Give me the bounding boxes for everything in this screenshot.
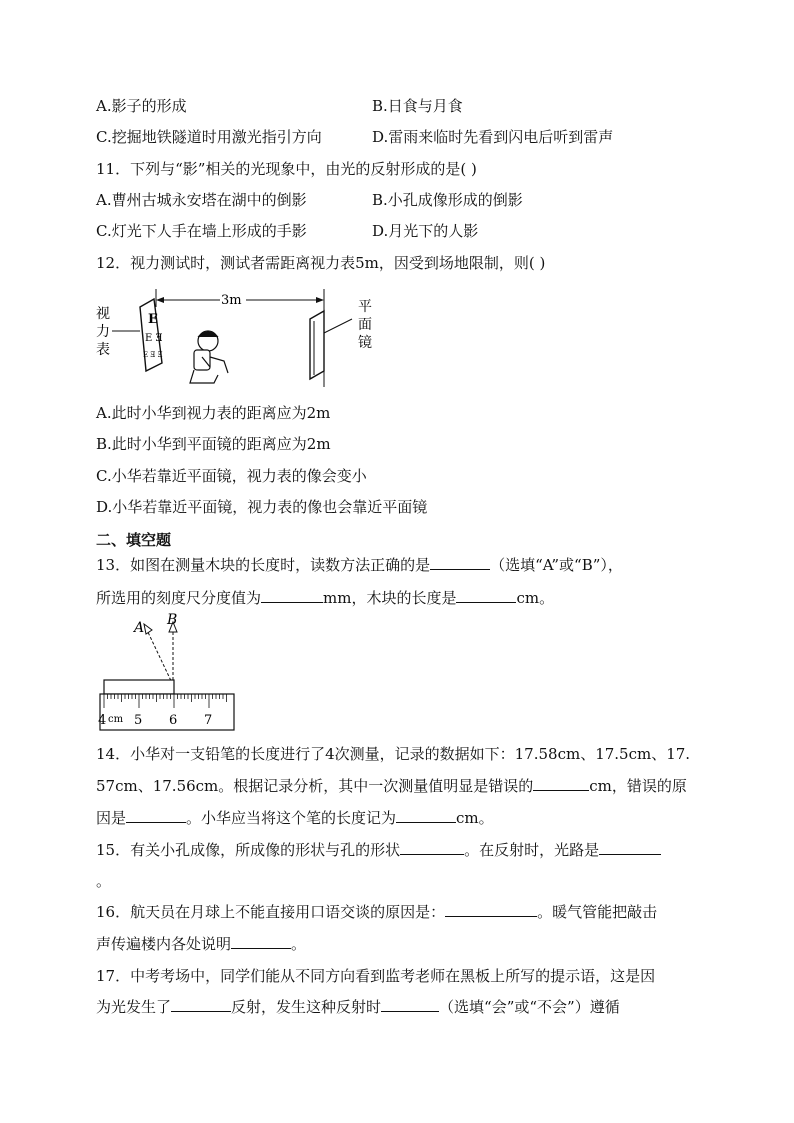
- vision-chart-row-3: E Ǝ Ǝ: [143, 351, 163, 359]
- q17-blank-1[interactable]: [171, 997, 231, 1012]
- q11-option-a: A.曹州古城永安塔在湖中的倒影: [96, 191, 307, 209]
- q15-blank-2[interactable]: [599, 840, 661, 855]
- ruler-tick-7: 7: [204, 713, 213, 728]
- vision-chart-row-2: E Ǝ: [145, 333, 163, 344]
- q13-blank-3[interactable]: [456, 588, 516, 603]
- q17-line-1: 17．中考考场中，同学们能从不同方向看到监考老师在黑板上所写的提示语，这是因: [96, 967, 656, 985]
- q15-line-1: [96, 840, 661, 860]
- arrowhead-left-icon: [156, 297, 164, 303]
- vision-chart-label-1: 视: [96, 306, 110, 322]
- seated-boy-icon: [190, 331, 228, 383]
- q17-text-2a: 为光发生了: [96, 998, 172, 1016]
- q17-text-2c: （选填“会”或“不会”）遵循: [439, 998, 620, 1016]
- q11-option-c: C.灯光下人手在墙上形成的手影: [96, 222, 307, 240]
- mirror-label-3: 镜: [358, 335, 372, 351]
- q16-text-1b: 。暖气管能把敲击: [537, 903, 658, 921]
- q12-option-d: D.小华若靠近平面镜，视力表的像也会靠近平面镜: [96, 498, 428, 516]
- label-b: B: [167, 612, 178, 628]
- q14-blank-3[interactable]: [396, 808, 456, 823]
- q16-text-1a: 16．航天员在月球上不能直接用口语交谈的原因是：: [96, 903, 446, 921]
- q15-blank-1[interactable]: [400, 840, 464, 855]
- q12-option-b: B.此时小华到平面镜的距离应为2m: [96, 435, 331, 453]
- section-heading: 二、填空题: [96, 531, 172, 549]
- q17-text-2b: 反射，发生这种反射时: [231, 998, 382, 1016]
- q17-line-2: [96, 997, 620, 1017]
- q16-blank-2[interactable]: [231, 934, 291, 949]
- ruler-tick-4: 4: [98, 713, 107, 728]
- q13-text-2b: mm，木块的长度是: [323, 589, 457, 607]
- sight-line-a: [146, 628, 173, 685]
- q14-line-3: [96, 808, 494, 828]
- q13-text-1a: 13．如图在测量木块的长度时，读数方法正确的是: [96, 556, 431, 574]
- q14-blank-1[interactable]: [533, 776, 589, 791]
- q15-text-1a: 15．有关小孔成像，所成像的形状与孔的形状: [96, 841, 401, 859]
- mirror-label-2: 面: [358, 317, 372, 333]
- q14-line-1: 14．小华对一支铅笔的长度进行了4次测量，记录的数据如下：17.58cm、17.5cm、17.: [96, 745, 691, 763]
- q16-line-1: [96, 902, 657, 922]
- q11-stem: 11．下列与“影”相关的光现象中，由光的反射形成的是( ): [96, 160, 477, 178]
- q13-text-2c: cm。: [516, 589, 555, 607]
- q11-option-d: D.月光下的人影: [372, 222, 479, 240]
- q13-line-1: [96, 555, 623, 575]
- vision-chart-label-2: 力: [96, 324, 110, 340]
- wooden-block: [104, 680, 174, 694]
- q12-stem: 12．视力测试时，测试者需距离视力表5m，因受到场地限制，则( ): [96, 254, 546, 272]
- vision-chart-label-3: 表: [96, 342, 110, 358]
- q14-blank-2[interactable]: [126, 808, 186, 823]
- ruler-tick-5: 5: [134, 713, 143, 728]
- q10-option-c: C.挖掘地铁隧道时用激光指引方向: [96, 128, 322, 146]
- q15-text-1b: 。在反射时，光路是: [464, 841, 600, 859]
- ruler-tick-6: 6: [169, 713, 178, 728]
- q13-line-2: [96, 588, 554, 608]
- q10-option-d: D.雷雨来临时先看到闪电后听到雷声: [372, 128, 614, 146]
- q12-option-c: C.小华若靠近平面镜，视力表的像会变小: [96, 467, 367, 485]
- q14-text-3b: 。小华应当将这个笔的长度记为: [186, 809, 397, 827]
- q13-text-1b: （选填“A”或“B”），: [490, 556, 623, 574]
- q14-text-2b: cm，错误的原: [589, 777, 687, 795]
- distance-label: 3m: [221, 293, 242, 308]
- q13-blank-1[interactable]: [430, 555, 490, 570]
- q16-blank-1[interactable]: [445, 902, 537, 917]
- q16-text-2b: 。: [291, 935, 307, 953]
- q12-option-a: A.此时小华到视力表的距离应为2m: [96, 404, 331, 422]
- q17-blank-2[interactable]: [381, 997, 439, 1012]
- q14-text-2a: 57cm、17.56cm。根据记录分析，其中一次测量值明显是错误的: [96, 777, 534, 795]
- q11-option-b: B.小孔成像形成的倒影: [372, 191, 523, 209]
- q16-text-2a: 声传遍楼内各处说明: [96, 935, 232, 953]
- q10-option-a: A.影子的形成: [96, 97, 187, 115]
- arrowhead-right-icon: [316, 297, 324, 303]
- q10-option-b: B.日食与月食: [372, 97, 463, 115]
- vision-chart-row-1: E: [148, 312, 158, 327]
- mirror-label-1: 平: [358, 299, 372, 315]
- mirror-leader-line: [324, 319, 352, 333]
- q14-text-3c: cm。: [456, 809, 494, 827]
- q14-line-2: [96, 776, 687, 796]
- ruler-unit: cm: [108, 714, 124, 725]
- plane-mirror: [310, 311, 324, 379]
- q13-ruler-figure: [96, 612, 240, 732]
- q15-line-2: 。: [96, 872, 112, 890]
- q14-text-3a: 因是: [96, 809, 127, 827]
- arrow-a-icon: [144, 624, 152, 634]
- q12-figure: [90, 283, 390, 395]
- label-a: A: [134, 620, 145, 636]
- q13-blank-2[interactable]: [261, 588, 323, 603]
- q13-text-2a: 所选用的刻度尺分度值为: [96, 589, 262, 607]
- q16-line-2: [96, 934, 306, 954]
